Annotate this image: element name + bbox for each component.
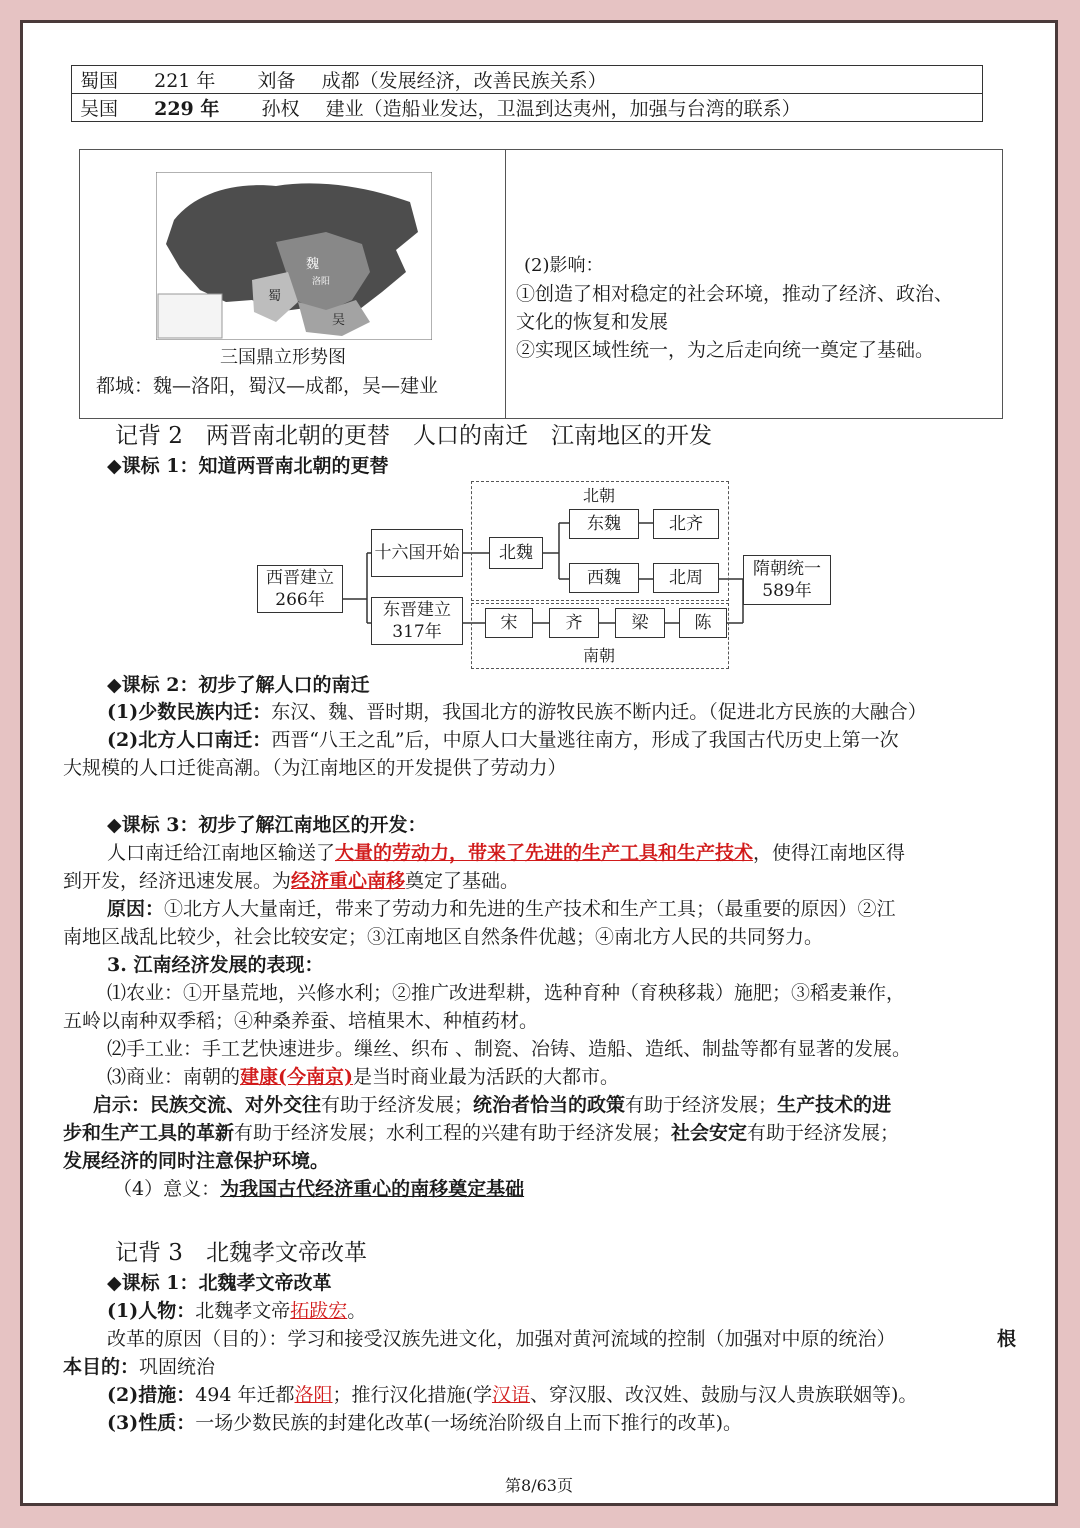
document-page — [20, 20, 1058, 1506]
qi-box: 齐 — [549, 608, 599, 638]
paragraph: (1)少数民族内迁：东汉、魏、晋时期，我国北方的游牧民族不断内迁。（促进北方民族的大融合） — [107, 701, 927, 723]
paragraph: 改革的原因（目的）：学习和接受汉族先进文化，加强对黄河流域的控制（加强对中原的统治） — [107, 1328, 896, 1350]
paragraph: 南地区战乱比较少，社会比较安定；③江南地区自然条件优越；④南北方人民的共同努力。 — [63, 926, 824, 948]
year-cell: 229 年 — [154, 98, 220, 120]
subheading: 3. 江南经济发展的表现： — [107, 954, 324, 976]
highlight: 大量的劳动力，带来了先进的生产工具和生产技术 — [335, 842, 754, 864]
paragraph: ⑵手工业：手工艺快速进步。缫丝、织布 、制瓷、冶铸、造船、造纸、制盐等都有显著的发展。 — [107, 1038, 912, 1060]
wei-label: 魏 — [306, 257, 320, 272]
standard-heading: ◆课标 1：知道两晋南北朝的更替 — [107, 455, 389, 477]
paragraph: ⑶商业：南朝的建康(今南京)是当时商业最为活跃的大都市。 — [107, 1066, 620, 1088]
state-cell: 吴国 — [80, 98, 119, 120]
paragraph: （4）意义：为我国古代经济重心的南移奠定基础 — [113, 1178, 525, 1200]
paragraph: 步和生产工具的革新有助于经济发展；水利工程的兴建有助于经济发展；社会安定有助于经济发展； — [63, 1122, 900, 1144]
northern-wei-box: 北魏 — [489, 537, 543, 569]
wu-label: 吴 — [332, 313, 346, 328]
paragraph: 大规模的人口迁徙高潮。（为江南地区的开发提供了劳动力） — [63, 757, 567, 779]
paragraph: 五岭以南种双季稻；④种桑养蚕、培植果木、种植药材。 — [63, 1010, 539, 1032]
paragraph: (3)性质：一场少数民族的封建化改革(一场统治阶级自上而下推行的改革)。 — [107, 1412, 743, 1434]
influence-heading: (2)影响： — [524, 255, 604, 276]
highlight: 经济重心南移 — [291, 870, 406, 892]
influence-line: 文化的恢复和发展 — [516, 311, 669, 333]
highlight: 汉语 — [491, 1384, 530, 1406]
year-cell: 221 年 — [154, 70, 216, 92]
section-title: 记背 2 两晋南北朝的更替 人口的南迁 江南地区的开发 — [115, 423, 712, 449]
capital-cell: 建业（造船业发达，卫温到达夷州，加强与台湾的联系） — [325, 98, 801, 120]
state-cell: 蜀国 — [80, 70, 119, 92]
paragraph: 原因：①北方人大量南迁，带来了劳动力和先进的生产技术和生产工具；（最重要的原因）②江 — [107, 898, 896, 920]
sixteen-kingdoms-box: 十六国开始 — [371, 529, 463, 577]
chen-box: 陈 — [679, 608, 727, 638]
eastern-jin-box: 东晋建立 317年 — [371, 597, 463, 645]
paragraph: 人口南迁给江南地区输送了大量的劳动力，带来了先进的生产工具和生产技术，使得江南地区得 — [107, 842, 906, 864]
western-wei-box: 西魏 — [569, 563, 639, 593]
shu-label: 蜀 — [268, 289, 282, 304]
northern-qi-box: 北齐 — [653, 509, 719, 539]
southern-dynasties-label: 南朝 — [583, 646, 616, 665]
song-box: 宋 — [485, 608, 533, 638]
map-caption: 三国鼎立形势图 — [220, 347, 346, 368]
standard-heading: ◆课标 2：初步了解人口的南迁 — [107, 674, 370, 696]
paragraph: (1)人物：北魏孝文帝拓跋宏。 — [107, 1300, 367, 1322]
paragraph: 根 — [997, 1328, 1017, 1350]
paragraph: ⑴农业：①开垦荒地，兴修水利；②推广改进犁耕，选种育种（育秧移栽）施肥；③稻麦兼作， — [107, 982, 906, 1004]
northern-dynasties-label: 北朝 — [583, 486, 616, 505]
section-title: 记背 3 北魏孝文帝改革 — [115, 1240, 367, 1266]
capitals-note: 都城：魏—洛阳，蜀汉—成都，吴—建业 — [96, 375, 439, 397]
highlight: 拓跋宏 — [290, 1300, 348, 1322]
standard-heading: ◆课标 1：北魏孝文帝改革 — [107, 1272, 332, 1294]
standard-heading: ◆课标 3：初步了解江南地区的开发： — [107, 814, 427, 836]
paragraph: 发展经济的同时注意保护环境。 — [63, 1150, 330, 1172]
sui-unification-box: 隋朝统一 589年 — [743, 555, 831, 605]
western-jin-box: 西晋建立 266年 — [257, 565, 343, 613]
eastern-wei-box: 东魏 — [569, 509, 639, 539]
influence-line: ②实现区域性统一，为之后走向统一奠定了基础。 — [516, 339, 935, 361]
paragraph: 本目的：巩固统治 — [63, 1356, 216, 1378]
highlight: 洛阳 — [294, 1384, 333, 1406]
northern-zhou-box: 北周 — [653, 563, 719, 593]
liang-box: 梁 — [615, 608, 665, 638]
founder-cell: 孙权 — [261, 98, 300, 120]
paragraph: 启示：民族交流、对外交往有助于经济发展；统治者恰当的政策有助于经济发展；生产技术的进 — [93, 1094, 892, 1116]
paragraph: 到开发，经济迅速发展。为经济重心南移奠定了基础。 — [63, 870, 520, 892]
paragraph: (2)北方人口南迁：西晋“八王之乱”后，中原人口大量逃往南方，形成了我国古代历史上第一次 — [107, 729, 899, 751]
luoyang-label: 洛阳 — [312, 277, 331, 287]
influence-line: ①创造了相对稳定的社会环境，推动了经济、政治、 — [516, 283, 954, 305]
capital-cell: 成都（发展经济，改善民族关系） — [321, 70, 607, 92]
founder-cell: 刘备 — [257, 70, 296, 92]
page-number: 第8/63页 — [505, 1476, 573, 1495]
highlight: 为我国古代经济重心的南移奠定基础 — [220, 1178, 525, 1200]
highlight: 建康(今南京) — [240, 1066, 353, 1088]
paragraph: (2)措施：494 年迁都洛阳；推行汉化措施(学汉语、穿汉服、改汉姓、鼓励与汉人贵族联姻等)。 — [107, 1384, 918, 1406]
